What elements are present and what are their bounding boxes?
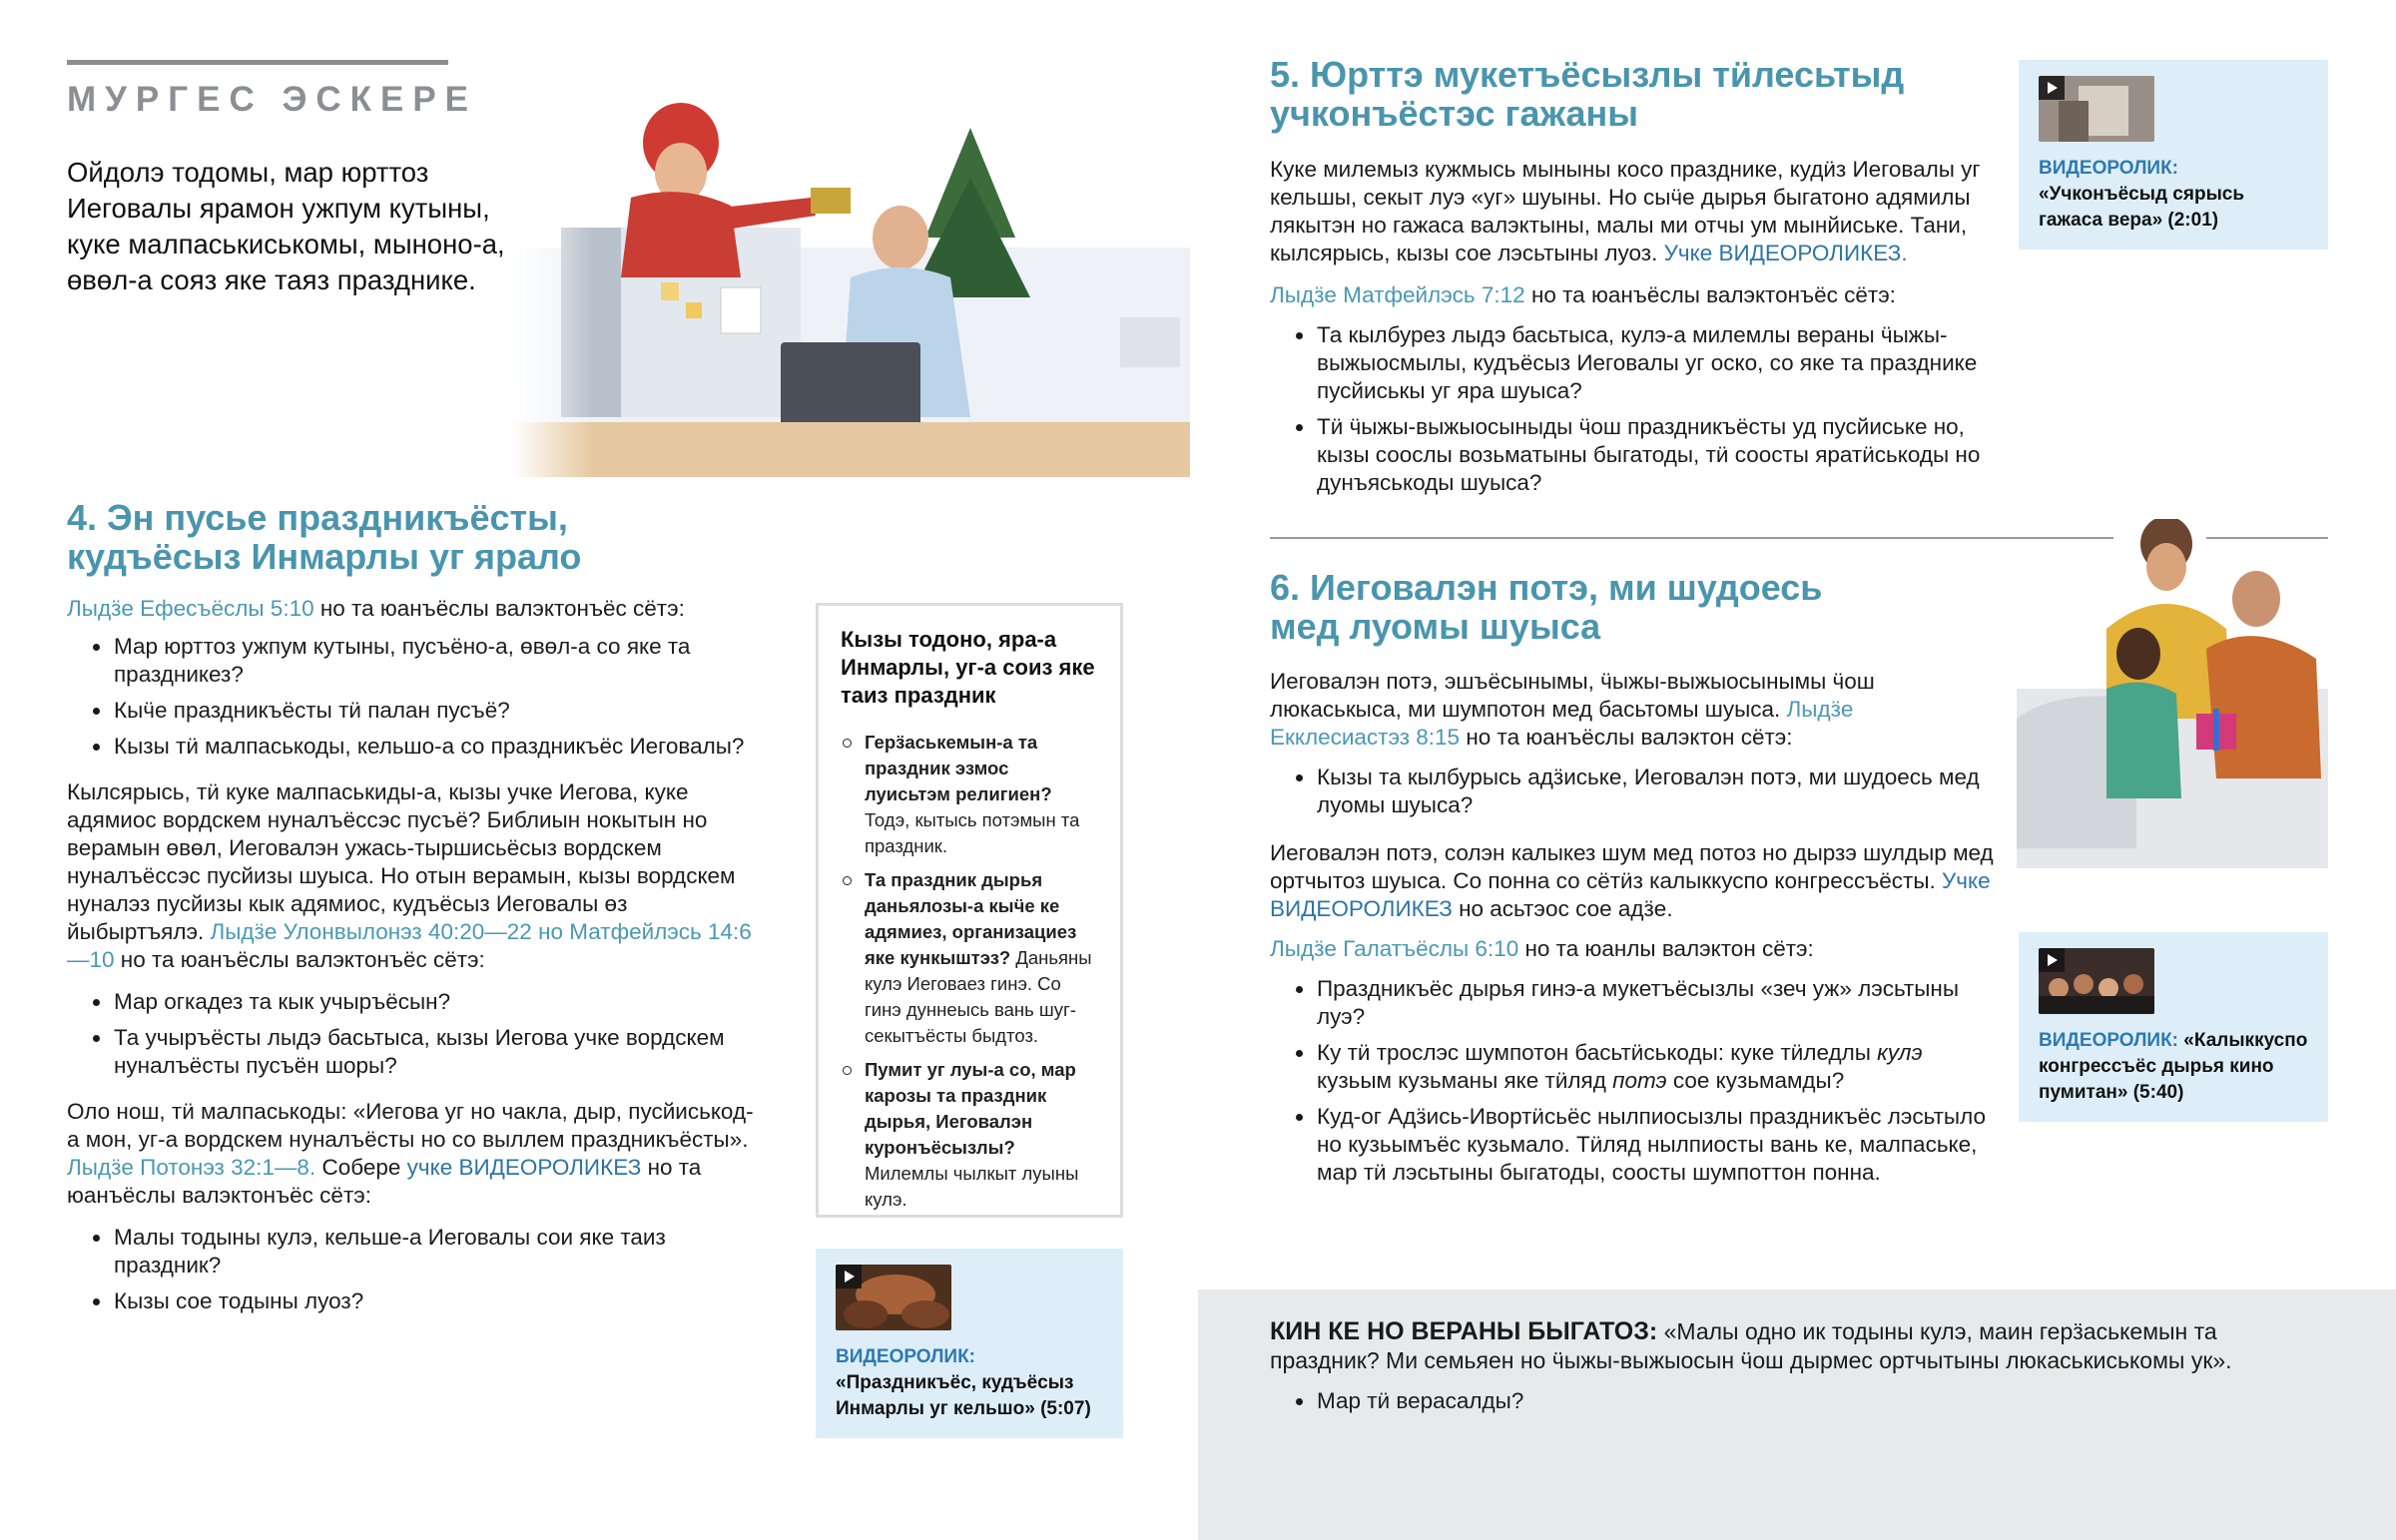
- video-title: «Калыккуспо конгрессъёс дырья кино пумитан» (5:40): [2039, 1030, 2308, 1103]
- paragraph-text: Иеговалэн потэ, эшъёсынымы, ӵыжы-выжыосынымы ӵош люкаськыса, ми шумпотон мед басьтомы шуыса.: [1270, 669, 1875, 722]
- paragraph-happiness: [1270, 668, 1999, 752]
- video-title: «Учконъёсыд сярысь гажаса вера» (2:01): [2039, 184, 2245, 231]
- question-list-2: [67, 988, 766, 1080]
- list-item: Кызы сое тодыны луоз?: [67, 1287, 766, 1315]
- paragraph-text: Собере: [315, 1155, 407, 1180]
- intro-text: Ойдолэ тодомы, мар юрттоз Иеговалы ярамон ужпум кутыны, куке малпаськиськомы, мыноно-а, өвөл-а сояз яке таяз празднике.: [67, 157, 505, 295]
- list-item: Мар огкадез та кык учыръёсын?: [67, 988, 766, 1016]
- section-divider: [1270, 537, 2113, 539]
- scripture-link-exodus[interactable]: Лыдӟе Потонэз 32:1—8.: [67, 1155, 316, 1180]
- paragraph-text: Оло нош, тӥ малпаськоды: «Иегова уг но чакла, дыр, пусйиськод-а мон, уг-а вордскем нуналъёсты но со выллем праздникъёсты».: [67, 1099, 754, 1152]
- objection-lead: КИН КЕ НО ВЕРАНЫ БЫГАТОЗ:: [1270, 1317, 1658, 1345]
- paragraph-text: Кылсярысь, тӥ куке малпаськиды-а, кызы учке Иегова, куке адямиос вордскем нуналъёссэс пусъё? Библиын нокытын но верамын өвөл, Иеговалэн ужась-тыршисьёсыз вордскем нуналъёссэс пусйизы шуыса. Но отын верамын, кызы вордскем нуналэз пусйизы кык адямиос, кудъёсыз Иеговалы өз йыбыртъялэ.: [67, 779, 736, 944]
- video-thumbnail[interactable]: [836, 1265, 951, 1330]
- objection-quote: «Малы одно ик тодыны кулэ, маин герӟаськемын та праздник? Ми семьяен но ӵыжы-выжыосын ӵош дырмес ортчытыны люкаськиськомы ук».: [1270, 1318, 2232, 1373]
- read-instruction-text: но та юанъёслы валэктон сётэ:: [1460, 725, 1793, 750]
- scripture-link-genesis-matthew[interactable]: Лыдӟе Улонвылонэз 40:20—22 но Матфейлэсь 14:6—10: [67, 919, 752, 972]
- section-4-body: [67, 595, 766, 1323]
- scripture-link-matthew-7-12[interactable]: Лыдӟе Матфейлэсь 7:12: [1270, 282, 1525, 307]
- section-5-title: [1270, 55, 1904, 133]
- paragraph-invitations: [1270, 156, 1989, 267]
- watch-video-link[interactable]: Учке ВИДЕОРОЛИКЕЗ: [1270, 868, 1991, 921]
- section-4-title: [67, 498, 581, 576]
- sidebar-item-text: Даньяны кулэ Иеговаез гинэ. Со гинэ дуннеысь вань шуг-секытъёсты быдтоз.: [865, 947, 1092, 1046]
- list-item: Та кылбурез лыдэ басьтыса, кулэ-а милемлы вераны ӵыжы-выжыосмылы, кудъёсыз Иеговалы уг оско, со яке та празднике пусйиськы уг яра шуыса?: [1270, 321, 1989, 405]
- video-tag: ВИДЕОРОЛИК:: [836, 1346, 976, 1367]
- section-5-title-line1: 5. Юрттэ мукетъёсызлы тӥлесьтыд: [1270, 54, 1905, 95]
- list-item: Мар юрттоз ужпум кутыны, пусъёно-а, өвөл-а со яке та праздникез?: [67, 633, 766, 689]
- paragraph-text: но асьтэос сое адӟе.: [1452, 896, 1673, 921]
- sidebar-item-text: Тодэ, кытысь потэмын та праздник.: [865, 809, 1080, 856]
- paragraph-text: Иеговалэн потэ, солэн калыкез шум мед потоз но дырзэ шулдыр мед ортчытоз шуыса. Со понна со сётӥз калыккуспо конгрессъёсты.: [1270, 840, 1994, 893]
- scripture-link-ecclesiastes[interactable]: Лыдӟе Екклесиастэз 8:15: [1270, 697, 1854, 750]
- objection-content: [1270, 1317, 2268, 1423]
- section-6-title-line2: мед луомы шуыса: [1270, 606, 1601, 647]
- video-title: «Праздникъёс, кудъёсыз Инмарлы уг кельшо» (5:07): [836, 1372, 1091, 1419]
- list-item: Праздникъёс дырья гинэ-а мукетъёсызлы «зеч уж» лэсьтыны луэ?: [1270, 975, 1999, 1031]
- section-5-title-line2: учконъёстэс гажаны: [1270, 93, 1639, 134]
- section-4-title-line2: кудъёсыз Инмарлы уг ярало: [67, 536, 582, 577]
- question-list-3: [67, 1224, 766, 1315]
- video-tag: ВИДЕОРОЛИК:: [2039, 158, 2179, 179]
- list-item-text: кузьым кузьманы яке тӥляд: [1317, 1068, 1613, 1093]
- sidebar-item: [841, 1057, 1098, 1213]
- list-item-text: Ку тӥ трослэс шумпотон басьтӥськоды: куке тӥледлы: [1317, 1040, 1878, 1065]
- sidebar-item: [841, 867, 1098, 1049]
- section-4-title-line1: 4. Эн пусье праздникъёсты,: [67, 497, 568, 538]
- list-item: Кызы та кылбурысь адӟиське, Иеговалэн потэ, ми шудоесь мед луомы шуыса?: [1270, 764, 1999, 819]
- question-list-1: [67, 633, 766, 761]
- section-6-body: [1270, 668, 1999, 1195]
- list-item: Кызы тӥ малпаськоды, кельшо-а со праздникъёс Иеговалы?: [67, 733, 766, 761]
- list-item: [1270, 1039, 1999, 1095]
- paragraph-text: Куке милемыз кужмысь мыныны косо празднике, кудӥз Иеговалы уг кельшы, секыт луэ «уг» шуыны. Но сыӵе дырья быгатоно адямилы лякытэн но гажаса валэктыны, малы ми отчы ум мынйиське. Тани, кылсярысь, кызы сое лэсьтыны луоз.: [1270, 157, 1981, 265]
- sidebar-item-question: Пумит уг луы-а со, мар карозы та праздник дырья, Иеговалэн куронъёсызлы?: [865, 1059, 1076, 1158]
- watch-video-link[interactable]: учке ВИДЕОРОЛИКЕЗ: [406, 1155, 642, 1180]
- paragraph-exodus: [67, 1098, 766, 1210]
- question-list-6b: [1270, 975, 1999, 1187]
- paragraph-birthdays: [67, 778, 766, 974]
- video-caption: [2039, 1028, 2308, 1106]
- office-gift-illustration: [511, 88, 1190, 477]
- sidebar-item: [841, 730, 1098, 859]
- sidebar-box: [816, 603, 1123, 1218]
- read-instruction-text: но та юанъёслы валэктонъёс сётэ:: [313, 596, 685, 621]
- play-icon[interactable]: [836, 1265, 862, 1288]
- list-item: Та учыръёсты лыдэ басьтыса, кызы Иегова учке вордскем нуналъёсты пусъён шоры?: [67, 1024, 766, 1080]
- sidebar-item-question: Герӟаськемын-а та праздник эзмос луисьтэм религиен?: [865, 732, 1052, 804]
- section-5-body: [1270, 156, 1989, 505]
- video-caption: [836, 1344, 1103, 1422]
- scripture-link-ephesians[interactable]: Лыдӟе Ефесъёслы 5:10: [67, 596, 314, 621]
- video-thumbnail[interactable]: [2039, 76, 2154, 142]
- question-list-5: [1270, 321, 1989, 497]
- question-list-6a: [1270, 764, 1999, 819]
- play-icon[interactable]: [2039, 76, 2065, 100]
- section-6-title-line1: 6. Иеговалэн потэ, ми шудоесь: [1270, 567, 1823, 608]
- objection-question-list: [1270, 1387, 2268, 1415]
- list-item-emphasis: кулэ: [1877, 1040, 1923, 1065]
- play-icon[interactable]: [2039, 948, 2065, 972]
- read-instruction-text: но та юанъёслы валэктонъёс сётэ:: [114, 947, 485, 972]
- list-item: Куд-ог Адӟись-Ивортӥсьёс нылпиосызлы праздникъёс лэсьтыло но кузьымъёс кузьмало. Тӥляд нылпиосты вань ке, малпаське, мар тӥ лэсьтыны быгатоды, соосты шумпоттон понна.: [1270, 1103, 1999, 1187]
- read-instruction-text: но та юанлы валэктон сётэ:: [1518, 936, 1814, 961]
- video-thumbnail[interactable]: [2039, 948, 2154, 1014]
- video-caption: [2039, 156, 2308, 234]
- list-item: Мар тӥ верасалды?: [1270, 1387, 2268, 1415]
- read-instruction-text: но та юанъёслы валэктонъёс сётэ:: [1524, 282, 1896, 307]
- sidebar-list: [841, 730, 1098, 1213]
- list-item: Кыӵе праздникъёсты тӥ палан пусъё?: [67, 697, 766, 725]
- watch-video-link[interactable]: Учке ВИДЕОРОЛИКЕЗ.: [1663, 241, 1908, 265]
- video-card-beliefs[interactable]: [2019, 60, 2328, 250]
- list-item: Тӥ ӵыжы-выжыосыныды ӵош праздникъёсты уд пусйиське но, кызы соослы возьматыны быгатоды, тӥ соосты яратӥськоды но дунъяськоды шуыса?: [1270, 413, 1989, 497]
- sidebar-item-question: Та праздник дырья даньялозы-а кыӵе ке адямиез, организациез яке кункыштэз?: [865, 869, 1077, 968]
- list-item-emphasis: потэ: [1612, 1068, 1667, 1093]
- list-item: Малы тодыны кулэ, кельше-а Иеговалы сои яке таиз праздник?: [67, 1224, 766, 1280]
- scripture-link-galatians[interactable]: Лыдӟе Галатъёслы 6:10: [1270, 936, 1519, 961]
- section-6-title: [1270, 568, 1822, 646]
- video-card-holidays[interactable]: [816, 1249, 1123, 1438]
- video-tag: ВИДЕОРОЛИК:: [2039, 1030, 2179, 1051]
- header-rule: [67, 60, 448, 65]
- read-instruction-text: но та юанъёслы валэктонъёс сётэ:: [67, 1155, 702, 1208]
- page-header-title: МУРГЕС ЭСКЕРЕ: [67, 80, 478, 119]
- paragraph-conventions: [1270, 839, 1999, 923]
- sidebar-title: Кызы тодоно, яра-а Инмарлы, уг-а соиз яке таиз праздник: [841, 627, 1095, 708]
- sidebar-item-text: Милемлы чылкыт луыны кулэ.: [865, 1163, 1079, 1210]
- family-gift-illustration: [2017, 519, 2328, 868]
- video-card-conventions[interactable]: [2019, 932, 2328, 1122]
- list-item-text: сое кузьмамды?: [1666, 1068, 1845, 1093]
